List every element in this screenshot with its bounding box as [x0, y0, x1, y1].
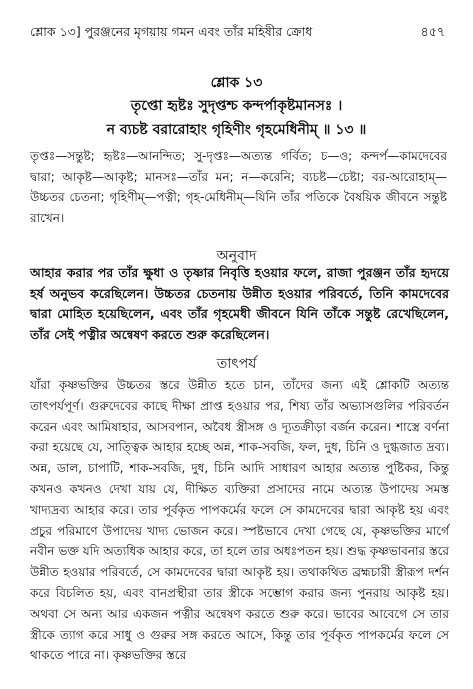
word-for-word-synonyms: তৃপ্তঃ—সন্তুষ্ট; হৃষ্টঃ—আনন্দিত; সু-দৃপ্তঃ—অত্যন্ত গর্বিত; চ—ও; কন্দর্প—কামদেবের দ্বারা; আকৃষ্ট—আকৃষ্ট; মানসঃ—তাঁর মন; ন—করেনি; ব্যচষ্ট—চেষ্টা; বর-আরোহাম্—উচ্চতর চেতনা; গৃহিণীম্—পত্নী; গৃহ-মেধিনীম্—যিনি তাঁর পতিকে বৈষয়িক জীবনে সন্তুষ্ট রাখেন। — [30, 149, 447, 225]
translation-heading: অনুবাদ — [216, 248, 257, 264]
purport-heading: তাৎপর্য — [216, 356, 257, 372]
verse-line-2: ন ব্যচষ্ট বরারোহাং গৃহিণীং গৃহমেধিনীম্ ॥ ১৩ ॥ — [106, 122, 367, 138]
running-header-title: শ্লোক ১৩] পুরঞ্জনের মৃগয়ায় গমন এবং তাঁর মহিষীর ক্রোধ — [30, 24, 313, 39]
translation-text: আহার করার পর তাঁর ক্ষুধা ও তৃষ্ণার নিবৃত্তি হওয়ার ফলে, রাজা পুরঞ্জন তাঁর হৃদয়ে হর্ষ অনুভব করেছিলেন। উচ্চতর চেতনায় উন্নীত হওয়ার পরিবর্তে, তিনি কামদেবের দ্বারা মোহিত হয়েছিলেন, এবং তাঁর গৃহমেধী জীবনে যিনি তাঁকে সন্তুষ্ট রেখেছিলেন, তাঁর সেই পত্নীর অন্বেষণ করতে শুরু করেছিলেন। — [30, 265, 449, 342]
verse-heading: শ্লোক ১৩ — [210, 75, 263, 91]
running-header — [30, 24, 445, 42]
page-number: ৪৫৭ — [420, 24, 445, 39]
purport-paragraph: যাঁরা কৃষ্ণভক্তির উচ্চতর স্তরে উন্নীত হতে চান, তাঁদের জন্য এই শ্লোকটি অত্যন্ত তাৎপর্যপূর্ণ। গুরুদেবের কাছে দীক্ষা প্রাপ্ত হওয়ার পর, শিষ্য তাঁর অভ্যাসগুলির পরিবর্তন করেন এবং আমিষাহার, আসবপান, অবৈধ স্ত্রীসঙ্গ ও দ্যূতক্রীড়া বর্জন করেন। শাস্ত্রে বর্ণনা করা হয়েছে যে, সাত্ত্বিক আহার হচ্ছে অন্ন, শাক-সবজি, ফল, দুধ, চিনি ও দুগ্ধজাত দ্রব্য। অন্ন, ডাল, চাপাটি, শাক-সবজি, দুধ, চিনি আদি সাধারণ আহার অত্যন্ত পুষ্টিকর, কিন্তু কখনও কখনও দেখা যায় যে, দীক্ষিত ব্যক্তিরা প্রসাদের নামে অত্যন্ত উপাদেয় সমস্ত খাদ্যদ্রব্য আহার করে। তার পূর্বকৃত পাপকর্মের ফলে সে কামদেবের দ্বারা আকৃষ্ট হয় এবং প্রচুর পরিমাণে উপাদেয় খাদ্য ভোজন করে। স্পষ্টভাবে দেখা গেছে যে, কৃষ্ণভক্তির মার্গে নবীন ভক্ত যদি অত্যধিক আহার করে, তা হলে তার অধঃপতন হয়। শুদ্ধ কৃষ্ণভাবনার স্তরে উন্নীত হওয়ার পরিবর্তে, সে কামদেবের দ্বারা আকৃষ্ট হয়। তথাকথিত ব্রহ্মচারী স্ত্রীরূপ দর্শন করে বিচলিত হয়, এবং বানপ্রস্থীরা তার স্ত্রীকে সম্ভোগ করার জন্য পুনরায় আকৃষ্ট হয়। অথবা সে অন্য আর একজন পত্নীর অন্বেষণ করতে শুরু করে। ভাবের আবেগে সে তার স্ত্রীকে ত্যাগ করে সাধু ও গুরুর সঙ্গ করতে আসে, কিন্তু তার পূর্বকৃত পাপকর্মের ফলে সে থাকতে পারে না। কৃষ্ণভক্তির স্তরে — [30, 378, 449, 663]
verse-line-1: তৃপ্তো হৃষ্টঃ সুদৃপ্তশ্চ কন্দর্পাকৃষ্টমানসঃ । — [130, 98, 343, 114]
purport-text — [30, 375, 449, 666]
